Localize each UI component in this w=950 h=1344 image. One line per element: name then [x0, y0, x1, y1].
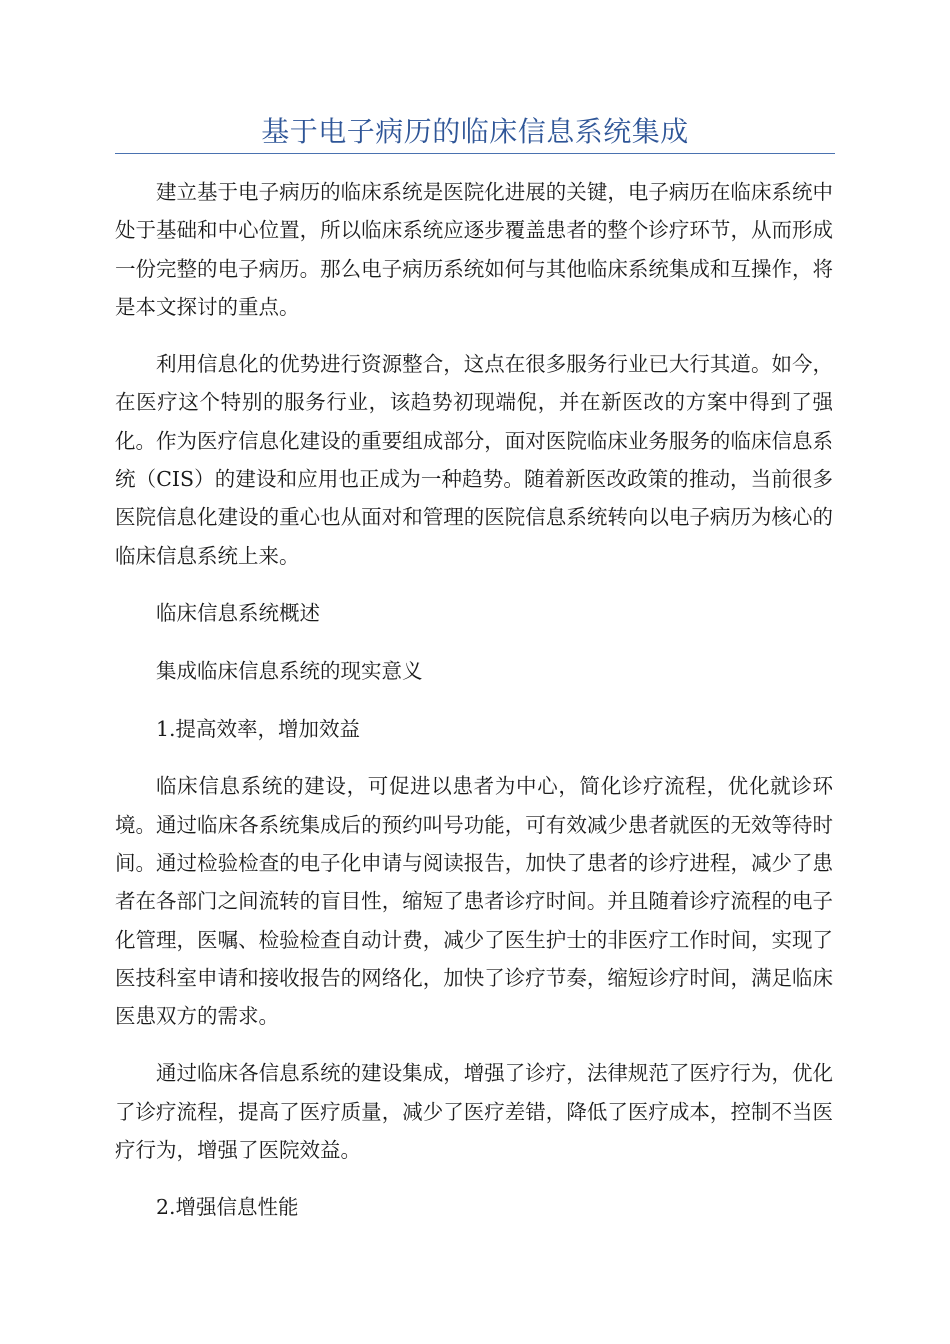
paragraph-efficiency: 临床信息系统的建设，可促进以患者为中心，简化诊疗流程，优化就诊环境。通过临床各系统集成后的预约叫号功能，可有效减少患者就医的无效等待时间。通过检验检查的电子化申请与阅读报告，加快了患者的诊疗进程，减少了患者在各部门之间流转的盲目性，缩短了患者诊疗时间。并且随着诊疗流程的电子化管理，医嘱、检验检查自动计费，减少了医生护士的非医疗工作时间，实现了医技科室申请和接收报告的网络化，加快了诊疗节奏，缩短诊疗时间，满足临床医患双方的需求。: [115, 774, 833, 1029]
paragraph-intro: 建立基于电子病历的临床系统是医院化进展的关键，电子病历在临床系统中处于基础和中心位置，所以临床系统应逐步覆盖患者的整个诊疗环节，从而形成一份完整的电子病历。那么电子病历系统如何与其他临床系统集成和互操作，将是本文探讨的重点。: [115, 180, 833, 319]
section-heading-information-performance: 2.增强信息性能: [156, 1195, 299, 1220]
section-heading-significance: 集成临床信息系统的现实意义: [156, 658, 423, 683]
paragraph-integration-benefits: 通过临床各信息系统的建设集成，增强了诊疗，法律规范了医疗行为，优化了诊疗流程，提高了医疗质量，减少了医疗差错，降低了医疗成本，控制不当医疗行为，增强了医院效益。: [115, 1061, 833, 1163]
section-heading-overview: 临床信息系统概述: [156, 600, 320, 625]
document-body: [115, 173, 833, 1246]
title-underline: [115, 153, 835, 154]
section-heading-efficiency: 1.提高效率，增加效益: [156, 716, 361, 741]
paragraph-resource-integration: 利用信息化的优势进行资源整合，这点在很多服务行业已大行其道。如今，在医疗这个特别的服务行业，该趋势初现端倪，并在新医改的方案中得到了强化。作为医疗信息化建设的重要组成部分，面对医院临床业务服务的临床信息系统（CIS）的建设和应用也正成为一种趋势。随着新医改政策的推动，当前很多医院信息化建设的重心也从面对和管理的医院信息系统转向以电子病历为核心的临床信息系统上来。: [115, 352, 833, 568]
document-title: 基于电子病历的临床信息系统集成: [261, 115, 689, 148]
